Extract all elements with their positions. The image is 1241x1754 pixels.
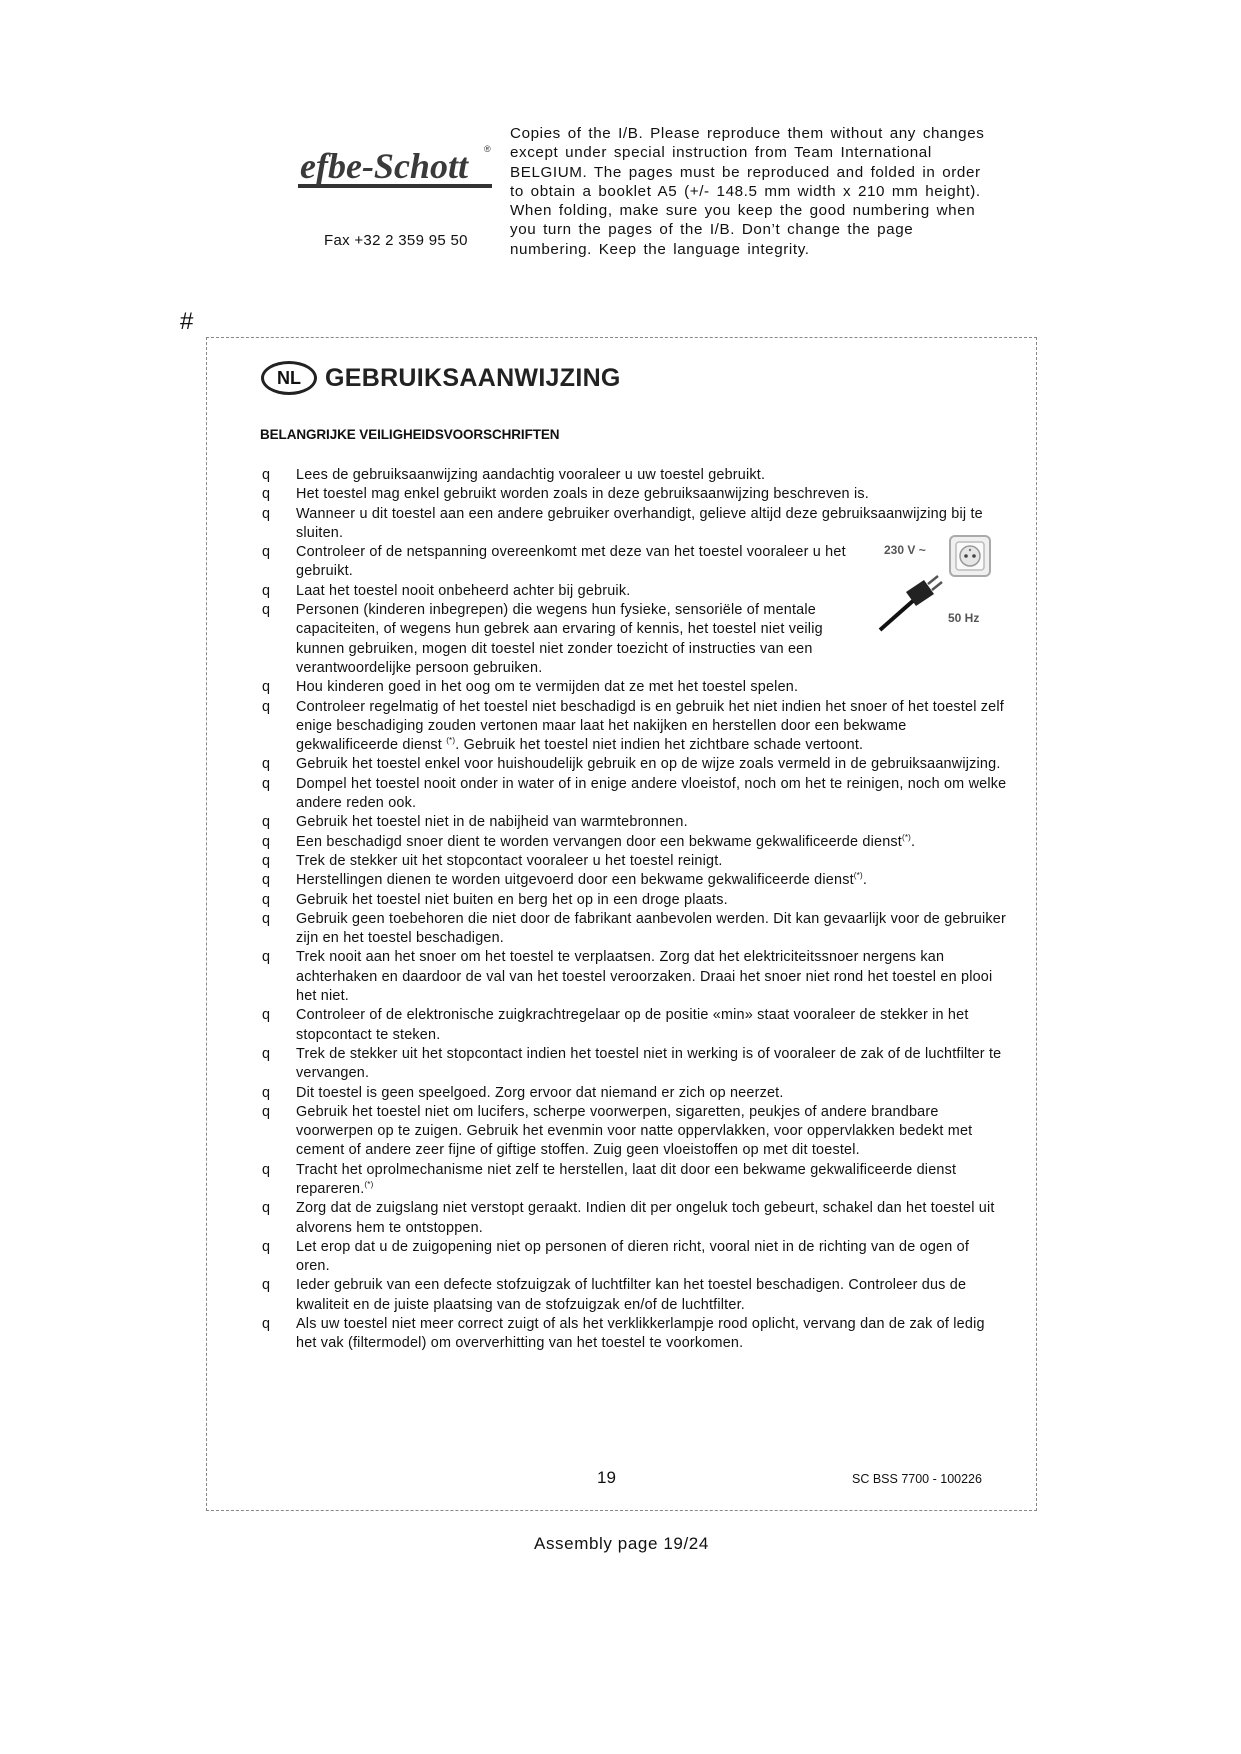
- list-item: [262, 948, 1007, 1006]
- list-item: [262, 891, 1007, 910]
- list-item: [262, 1199, 1007, 1238]
- model-code: SC BSS 7700 - 100226: [852, 1472, 982, 1486]
- bullet-glyph: q: [262, 949, 271, 966]
- list-item-text: Zorg dat de zuigslang niet verstopt geraakt. Indien dit per ongeluk toch gebeurt, schakel dan het toestel uit alvorens hem te ontstoppen.: [296, 1200, 995, 1236]
- list-item: [262, 466, 1007, 485]
- bullet-glyph: q: [262, 1277, 271, 1294]
- list-item-text: Trek nooit aan het snoer om het toestel te verplaatsen. Zorg dat het elektriciteitssnoer nergens kan achterhaken en daardoor de val van het toestel veroorzaken. Draai het snoer niet rond het toestel en plooi het niet.: [296, 949, 993, 1005]
- list-item-text: Trek de stekker uit het stopcontact indien het toestel niet in werking is of vooraleer de zak of de luchtfilter te vervangen.: [296, 1045, 1002, 1082]
- assembly-page: Assembly page 19/24: [534, 1534, 709, 1553]
- bullet-glyph: q: [262, 544, 271, 561]
- bullet-glyph: q: [262, 1200, 271, 1217]
- footnote-mark: (*): [364, 1180, 374, 1190]
- list-item-text: Controleer of de netspanning overeenkomt met deze van het toestel vooraleer u het gebruikt.: [296, 544, 846, 580]
- bullet-glyph: q: [262, 852, 271, 869]
- bullet-glyph: q: [262, 814, 271, 831]
- list-item: [262, 755, 1007, 774]
- fax-number: Fax +32 2 359 95 50: [324, 232, 468, 249]
- manual-title: GEBRUIKSAANWIJZING: [325, 363, 621, 392]
- bullet-glyph: q: [262, 910, 271, 927]
- bullet-glyph: q: [262, 872, 271, 889]
- list-item: [262, 678, 1007, 697]
- svg-text:®: ®: [484, 144, 491, 154]
- list-item-text: Controleer regelmatig of het toestel niet beschadigd is en gebruik het niet indien het snoer of het toestel zelf enige beschadiging zouden vertonen maar laat het nakijken en herstellen door een bekwame gekwalificeerde dienst (*). Gebruik het toestel niet indien het zichtbare schade vertoont.: [296, 698, 1004, 754]
- list-item: [262, 833, 1007, 852]
- list-item: [262, 871, 1007, 890]
- list-item-text: Dompel het toestel nooit onder in water of in enige andere vloeistof, noch om het te reinigen, noch om welke andere reden ook.: [296, 775, 1007, 812]
- list-item-text: Trek de stekker uit het stopcontact vooraleer u het toestel reinigt.: [296, 852, 723, 869]
- list-item: [262, 1276, 1007, 1315]
- footnote-mark: (*): [902, 832, 912, 842]
- voltage-label: 230 V ~: [884, 543, 926, 557]
- list-item: [262, 1315, 1007, 1354]
- hash-mark: #: [180, 308, 194, 335]
- list-item: [262, 1103, 1007, 1161]
- list-item: [262, 1045, 1007, 1084]
- list-item-text: Gebruik geen toebehoren die niet door de fabrikant aanbevolen werden. Dit kan gevaarlijk voor de gebruiker zijn en het toestel beschadigen.: [296, 910, 1006, 947]
- list-item-text: Een beschadigd snoer dient te worden vervangen door een bekwame gekwalificeerde dienst(*).: [296, 832, 916, 850]
- list-item-text: Gebruik het toestel enkel voor huishoudelijk gebruik en op de wijze zoals vermeld in de gebruiksaanwijzing.: [296, 756, 1001, 773]
- page-number: 19: [597, 1468, 616, 1487]
- bullet-glyph: q: [262, 775, 271, 792]
- list-item: [262, 1161, 1007, 1200]
- list-item-text: Gebruik het toestel niet in de nabijheid van warmtebronnen.: [296, 814, 688, 831]
- footnote-mark: (*): [853, 871, 863, 881]
- list-item-text: Hou kinderen goed in het oog om te vermijden dat ze met het toestel spelen.: [296, 679, 799, 696]
- bullet-glyph: q: [262, 486, 271, 503]
- list-item: [262, 485, 1007, 504]
- bullet-glyph: q: [262, 1103, 271, 1120]
- bullet-glyph: q: [262, 1161, 271, 1178]
- bullet-glyph: q: [262, 505, 271, 522]
- bullet-glyph: q: [262, 1238, 271, 1255]
- section-title: BELANGRIJKE VEILIGHEIDSVOORSCHRIFTEN: [260, 427, 560, 442]
- list-item-text: Controleer of de elektronische zuigkrachtregelaar op de positie «min» staat vooraleer de stekker in het stopcontact te steken.: [296, 1007, 969, 1043]
- bullet-glyph: q: [262, 1084, 271, 1101]
- footnote-mark: (*): [446, 736, 456, 746]
- list-item: [262, 698, 1007, 756]
- manual-header: [261, 358, 621, 398]
- frequency-label: 50 Hz: [948, 611, 980, 625]
- bullet-glyph: q: [262, 833, 271, 850]
- list-item-text: Gebruik het toestel niet om lucifers, scherpe voorwerpen, sigaretten, peukjes of andere brandbare voorwerpen op te zuigen. Gebruik het evenmin voor natte oppervlakken, voor oppervlakken bedekt met cement of andere zeer fijne of giftige stoffen. Zuig geen vloeistoffen op met dit toestel.: [296, 1103, 973, 1159]
- plug-socket-icon: [878, 534, 996, 634]
- reproduction-instructions: Copies of the I/B. Please reproduce them without any changes except under special instruction from Team International BELGIUM. The pages must be reproduced and folded in order to obtain a booklet A5 (+/- 148.5 mm width x 210 mm height). When folding, make sure you keep the good numbering when you turn the pages of the I/B. Don’t change the page numbering. Keep the language integrity.: [510, 125, 985, 258]
- bullet-glyph: q: [262, 582, 271, 599]
- bullet-glyph: q: [262, 602, 271, 619]
- list-item: [262, 775, 1007, 814]
- list-item: [262, 910, 1007, 949]
- list-item-text: Personen (kinderen inbegrepen) die wegens hun fysieke, sensoriële of mentale capaciteiten, of wegens hun gebrek aan ervaring of kennis, het toestel niet veilig kunnen gebruiken, mogen dit toestel niet zonder toezicht of instructies van een verantwoordelijke persoon gebruiken.: [296, 602, 823, 676]
- list-item-text: Herstellingen dienen te worden uitgevoerd door een bekwame gekwalificeerde dienst(*).: [296, 871, 868, 889]
- list-item-text: Laat het toestel nooit onbeheerd achter bij gebruik.: [296, 582, 631, 599]
- bullet-glyph: q: [262, 1007, 271, 1024]
- list-item: [262, 852, 1007, 871]
- bullet-glyph: q: [262, 698, 271, 715]
- list-item: [262, 1006, 1007, 1045]
- bullet-glyph: q: [262, 467, 271, 483]
- bullet-glyph: q: [262, 756, 271, 773]
- list-item-text: Ieder gebruik van een defecte stofzuigzak of luchtfilter kan het toestel beschadigen. Controleer dus de kwaliteit en de juiste plaatsing van de stofzuigzak en/of de luchtfilter.: [296, 1277, 967, 1313]
- language-badge: NL: [261, 361, 317, 395]
- list-item-text: Tracht het oprolmechanisme niet zelf te herstellen, laat dit door een bekwame gekwalificeerde dienst repareren.(*): [296, 1161, 957, 1197]
- list-item: [262, 813, 1007, 832]
- list-item-text: Lees de gebruiksaanwijzing aandachtig vooraleer u uw toestel gebruikt.: [296, 467, 766, 483]
- list-item: [262, 1084, 1007, 1103]
- brand-logo: [298, 140, 492, 190]
- list-item-text: Het toestel mag enkel gebruikt worden zoals in deze gebruiksaanwijzing beschreven is.: [296, 486, 869, 503]
- bullet-glyph: q: [262, 679, 271, 696]
- list-item-text: Als uw toestel niet meer correct zuigt of als het verklikkerlampje rood oplicht, vervang dan de zak of ledig het vak (filtermodel) om oververhitting van het toestel te voorkomen.: [296, 1316, 985, 1352]
- list-item-text: Let erop dat u de zuigopening niet op personen of dieren richt, vooral niet in de richting van de ogen of oren.: [296, 1238, 970, 1275]
- logo-text: efbe-Schott: [300, 146, 468, 186]
- bullet-glyph: q: [262, 1316, 271, 1333]
- list-item-text: Wanneer u dit toestel aan een andere gebruiker overhandigt, gelieve altijd deze gebruiksaanwijzing bij te sluiten.: [296, 505, 983, 541]
- list-item-text: Gebruik het toestel niet buiten en berg het op in een droge plaats.: [296, 891, 728, 908]
- bullet-glyph: q: [262, 891, 271, 908]
- list-item-text: Dit toestel is geen speelgoed. Zorg ervoor dat niemand er zich op neerzet.: [296, 1084, 784, 1101]
- bullet-glyph: q: [262, 1045, 271, 1062]
- list-item: [262, 1238, 1007, 1277]
